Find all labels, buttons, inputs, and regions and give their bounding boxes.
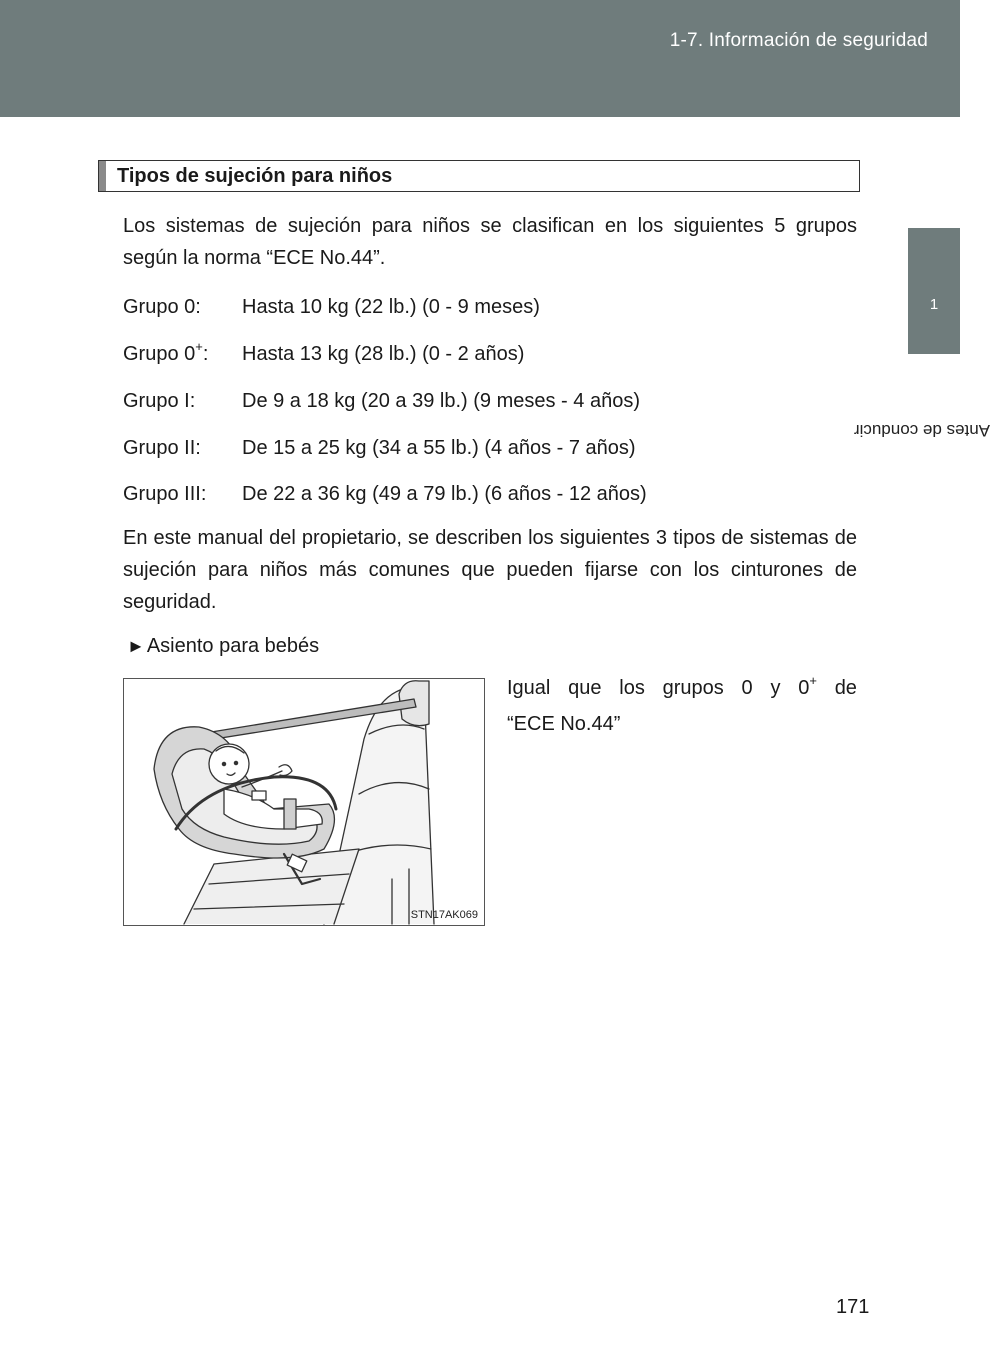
chapter-side-label-text: Antes de conducir xyxy=(853,421,990,441)
group-description: Hasta 10 kg (22 lb.) (0 - 9 meses) xyxy=(242,296,540,318)
group-label: Grupo 0+: xyxy=(123,339,209,365)
group-description: De 15 a 25 kg (34 a 55 lb.) (4 años - 7 años) xyxy=(242,437,636,459)
chapter-tab xyxy=(908,228,960,354)
group-description: Hasta 13 kg (28 lb.) (0 - 2 años) xyxy=(242,343,525,365)
subsection-heading xyxy=(127,632,319,660)
section-heading: Tipos de sujeción para niños xyxy=(117,165,393,187)
section-heading-bar xyxy=(99,161,106,191)
subsection-heading-text: Asiento para bebés xyxy=(146,635,320,657)
group-label: Grupo I: xyxy=(123,390,196,412)
group-label: Grupo 0: xyxy=(123,296,201,318)
intro-paragraph: Los sistemas de sujeción para niños se clasifican en los siguientes 5 grupos según la norma “ECE No.44”. xyxy=(123,215,857,269)
page-header xyxy=(0,0,960,117)
group-description: De 22 a 36 kg (49 a 79 lb.) (6 años - 12 años) xyxy=(242,483,647,505)
infant-seat-drawing xyxy=(124,679,484,925)
chapter-side-label xyxy=(853,362,990,542)
group-label: Grupo III: xyxy=(123,483,207,505)
chapter-section-title: 1-7. Información de seguridad xyxy=(669,30,928,51)
figure-code: STN17AK069 xyxy=(410,909,478,921)
page-number: 171 xyxy=(836,1296,870,1318)
figure-caption-line1: Igual que los grupos 0 y 0+ de xyxy=(507,673,857,699)
figure-caption xyxy=(507,670,857,742)
group-label: Grupo II: xyxy=(123,437,201,459)
group-description: De 9 a 18 kg (20 a 39 lb.) (9 meses - 4 años) xyxy=(242,390,640,412)
triangle-bullet-icon: ► xyxy=(127,636,145,656)
chapter-tab-number: 1 xyxy=(929,296,939,313)
description-paragraph: En este manual del propietario, se describen los siguientes 3 tipos de sistemas de sujeción para niños más comunes que pueden fijarse con los cinturones de seguridad. xyxy=(123,527,857,613)
infant-seat-illustration xyxy=(123,678,485,926)
section-heading-box xyxy=(98,160,860,192)
figure-caption-line2: “ECE No.44” xyxy=(507,713,621,735)
